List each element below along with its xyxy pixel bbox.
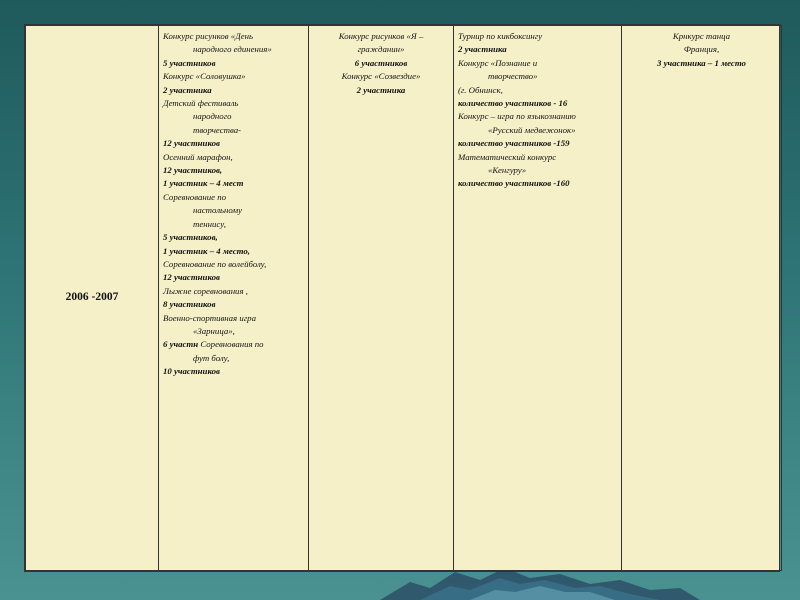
entry-line [458, 57, 617, 70]
entry-line [313, 84, 449, 97]
participants-text: количество участников -159 [458, 138, 570, 149]
participants-text: 6 участн [163, 339, 199, 350]
entry-line [163, 177, 304, 190]
entry-line [458, 151, 617, 164]
entry-line [163, 298, 304, 311]
event-text: фут болу, [193, 352, 230, 363]
entry-line [458, 177, 617, 190]
event-text: Франция, [683, 44, 720, 55]
entry-line [458, 84, 617, 97]
event-text: Математический конкурс [458, 151, 557, 162]
entry-line [163, 97, 304, 110]
event-text: Конкурс «Познание и [458, 57, 538, 68]
entry-line [163, 57, 304, 70]
participants-text: 1 участник – 4 мест [163, 178, 244, 189]
participants-text: 2 участника [458, 44, 507, 55]
participants-text: 3 участника – 1 место [657, 57, 746, 68]
entry-line [163, 312, 304, 325]
participants-text: 10 участников [163, 366, 220, 377]
entry-line [458, 97, 617, 110]
entry-line [458, 30, 617, 43]
entry-line [163, 191, 304, 204]
entry-line [163, 124, 304, 137]
entry-line [458, 164, 617, 177]
entry-line [163, 70, 304, 83]
entry-line [163, 231, 304, 244]
entry-line [163, 164, 304, 177]
entry-line [458, 137, 617, 150]
entry-line [626, 43, 777, 56]
entry-line [163, 365, 304, 378]
event-text: настольному [193, 205, 242, 216]
participants-text: 6 участников [354, 57, 408, 68]
event-text: Детский фестиваль [163, 98, 239, 109]
entry-line [163, 218, 304, 231]
event-text: Военно-спортивная игра [163, 312, 256, 323]
event-text: Крнкурс танца [672, 31, 731, 41]
participants-text: 5 участников [163, 57, 216, 68]
entry-line [163, 43, 304, 56]
event-text: Конкурс «Соловушка» [163, 71, 246, 82]
table-row [26, 26, 782, 571]
event-text: народного единения» [193, 44, 272, 55]
entry-line [313, 30, 449, 43]
entry-line [163, 271, 304, 284]
event-text: «Русский медвежонок» [488, 124, 576, 135]
event-text: Лыжне соревнования , [163, 285, 248, 296]
school-column-cell [159, 26, 309, 571]
year-label: 2006 -2007 [65, 291, 119, 304]
entry-line [458, 124, 617, 137]
entry-line [163, 338, 304, 351]
regional-column-cell [454, 26, 622, 571]
participants-text: 1 участник – 4 место, [163, 245, 250, 256]
international-column-cell [622, 26, 782, 571]
event-text: (г. Обнинск, [458, 84, 503, 95]
participants-text: 12 участников [163, 272, 220, 283]
event-text: Соревнование по волейболу, [163, 258, 267, 269]
event-text: Соревнование по [163, 191, 227, 202]
event-text: Соревнования по [198, 339, 264, 350]
participants-text: 12 участников, [163, 165, 223, 176]
entry-line [163, 30, 304, 43]
event-text: творчества- [193, 124, 242, 135]
activities-table [24, 24, 780, 572]
entry-line [313, 57, 449, 70]
entry-line [458, 43, 617, 56]
entry-line [313, 43, 449, 56]
event-text: «Кенгуру» [488, 165, 527, 176]
entry-line [163, 352, 304, 365]
participants-text: 5 участников, [163, 232, 218, 243]
participants-text: 12 участников [163, 138, 220, 149]
event-text: Конкурс рисунков «День [163, 31, 254, 41]
event-text: «Зарница», [193, 325, 235, 336]
district-column-cell [309, 26, 454, 571]
participants-text: 8 участников [163, 299, 216, 310]
entry-line [163, 285, 304, 298]
participants-text: 2 участника [356, 84, 406, 95]
event-text: Конкурс – игра по языкознанию [458, 111, 576, 122]
event-text: гражданин» [357, 44, 405, 55]
entry-line [163, 151, 304, 164]
entry-line [163, 258, 304, 271]
entry-line [626, 57, 777, 70]
entry-line [626, 30, 777, 43]
entry-line [163, 245, 304, 258]
participants-text: количество участников - 16 [458, 98, 568, 109]
event-text: Турнир по кикбоксингу [458, 31, 543, 41]
entry-line [458, 110, 617, 123]
participants-text: 2 участника [163, 84, 212, 95]
entry-line [163, 84, 304, 97]
entry-line [163, 110, 304, 123]
entry-line [163, 325, 304, 338]
entry-line [163, 137, 304, 150]
event-text: народного [193, 111, 232, 122]
year-cell [26, 26, 159, 571]
event-text: теннису, [193, 218, 226, 229]
entry-line [163, 204, 304, 217]
participants-text: количество участников -160 [458, 178, 570, 189]
entry-line [458, 70, 617, 83]
event-text: Конкурс «Созвездие» [341, 71, 421, 82]
event-text: Конкурс рисунков «Я – [338, 31, 424, 41]
entry-line [313, 70, 449, 83]
event-text: Осенний марафон, [163, 151, 233, 162]
event-text: творчество» [488, 71, 538, 82]
